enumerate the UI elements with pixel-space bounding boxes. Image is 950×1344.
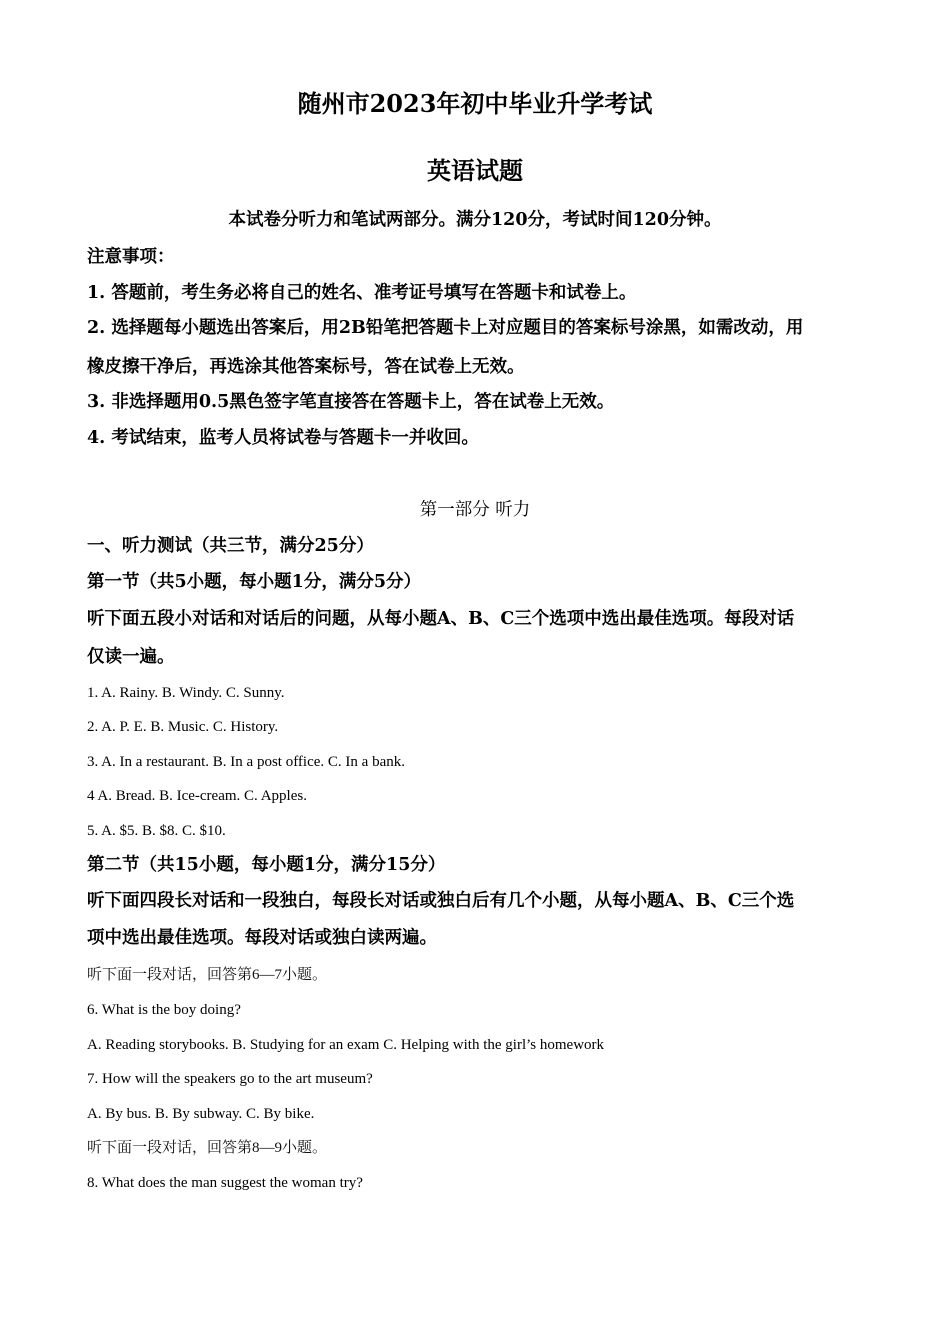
question-item: 2. A. P. E. B. Music. C. History. — [87, 719, 279, 735]
exam-subtitle: 英语试题 — [427, 156, 523, 185]
sec2-instruction: 项中选出最佳选项。每段对话或独白读两遍。 — [87, 928, 437, 948]
section-title: 一、听力测试（共三节，满分25分） — [87, 536, 374, 556]
question-item: 6. What is the boy doing? — [87, 1002, 241, 1018]
notice-heading: 注意事项： — [87, 247, 175, 267]
sec2-title: 第二节（共15小题，每小题1分，满分15分） — [87, 855, 446, 875]
notice-item: 3. 非选择题用0.5黑色签字笔直接答在答题卡上，答在试卷上无效。 — [87, 392, 615, 412]
question-item: 7. How will the speakers go to the art museum? — [87, 1071, 373, 1087]
notice-item: 4. 考试结束，监考人员将试卷与答题卡一并收回。 — [87, 428, 479, 448]
dialogue-hint: 听下面一段对话，回答第6—7小题。 — [87, 967, 328, 983]
sec1-title: 第一节（共5小题，每小题1分，满分5分） — [87, 572, 422, 592]
question-options: A. By bus. B. By subway. C. By bike. — [87, 1106, 315, 1122]
question-item: 8. What does the man suggest the woman try? — [87, 1175, 363, 1191]
sec1-instruction: 听下面五段小对话和对话后的问题，从每小题A、B、C三个选项中选出最佳选项。每段对话 — [87, 609, 795, 629]
question-item: 4 A. Bread. B. Ice-cream. C. Apples. — [87, 788, 307, 804]
question-options: A. Reading storybooks. B. Studying for an exam C. Helping with the girl’s homework — [87, 1037, 605, 1053]
part1-heading: 第一部分 听力 — [419, 500, 531, 520]
question-item: 1. A. Rainy. B. Windy. C. Sunny. — [87, 685, 285, 701]
sec2-instruction: 听下面四段长对话和一段独白，每段长对话或独白后有几个小题，从每小题A、B、C三个选 — [87, 891, 795, 911]
exam-title: 随州市2023年初中毕业升学考试 — [297, 89, 653, 118]
dialogue-hint: 听下面一段对话，回答第8—9小题。 — [87, 1140, 328, 1156]
question-item: 5. A. $5. B. $8. C. $10. — [87, 823, 226, 839]
question-item: 3. A. In a restaurant. B. In a post office. C. In a bank. — [87, 754, 405, 770]
notice-item: 1. 答题前，考生务必将自己的姓名、准考证号填写在答题卡和试卷上。 — [87, 283, 637, 303]
notice-item: 橡皮擦干净后，再选涂其他答案标号，答在试卷上无效。 — [87, 357, 525, 377]
notice-item: 2. 选择题每小题选出答案后，用2B铅笔把答题卡上对应题目的答案标号涂黑，如需改动，用 — [87, 318, 804, 338]
sec1-instruction: 仅读一遍。 — [87, 647, 175, 667]
exam-intro: 本试卷分听力和笔试两部分。满分120分，考试时间120分钟。 — [228, 210, 722, 230]
